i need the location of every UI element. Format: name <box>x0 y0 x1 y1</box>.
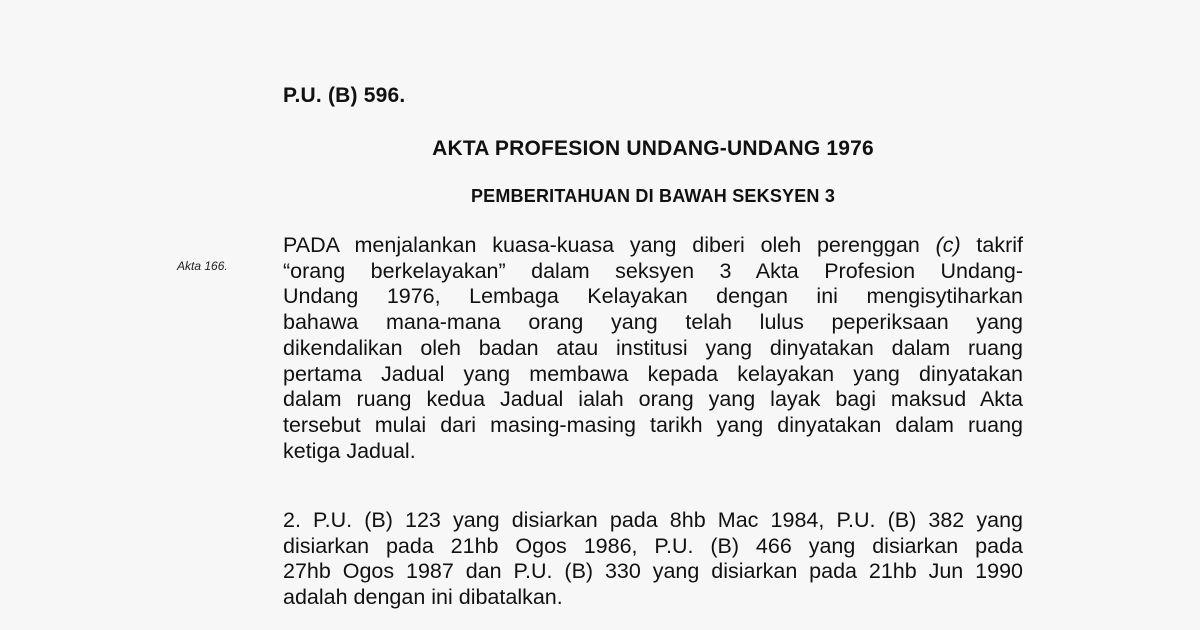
paragraph-1 <box>283 233 1023 464</box>
margin-note: Akta 166. <box>177 259 228 273</box>
paragraph-line: bahawa mana-mana orang yang telah lulus peperiksaan yang <box>283 310 1023 335</box>
document-subtitle: PEMBERITAHUAN DI BAWAH SEKSYEN 3 <box>470 186 836 206</box>
paragraph-text: takrif <box>960 233 1023 257</box>
paragraph-line: pertama Jadual yang membawa kepada kelayakan yang dinyatakan <box>283 361 1023 386</box>
paragraph-line: adalah dengan ini dibatalkan. <box>283 585 563 610</box>
paragraph-line: 2. P.U. (B) 123 yang disiarkan pada 8hb Mac 1984, P.U. (B) 382 yang <box>283 508 1023 532</box>
document-reference: P.U. (B) 596. <box>283 84 406 107</box>
paragraph-line: dalam ruang kedua Jadual ialah orang yang layak bagi maksud Akta <box>283 387 1023 412</box>
paragraph-line: 27hb Ogos 1987 dan P.U. (B) 330 yang disiarkan pada 21hb Jun 1990 <box>283 559 1023 584</box>
paragraph-line: ketiga Jadual. <box>283 438 416 463</box>
paragraph-2 <box>283 508 1023 611</box>
paragraph-line: tersebut mulai dari masing-masing tarikh yang dinyatakan dalam ruang <box>283 412 1023 437</box>
document-title: AKTA PROFESION UNDANG-UNDANG 1976 <box>432 137 874 160</box>
paragraph-text: PADA menjalankan kuasa-kuasa yang diberi oleh perenggan <box>283 233 936 257</box>
paragraph-line <box>283 233 1023 259</box>
paragraph-line: disiarkan pada 21hb Ogos 1986, P.U. (B) 466 yang disiarkan pada <box>283 533 1023 558</box>
paragraph-line: “orang berkelayakan” dalam seksyen 3 Akta Profesion Undang- <box>283 258 1023 283</box>
paragraph-line: Undang 1976, Lembaga Kelayakan dengan ini mengisytiharkan <box>283 284 1023 309</box>
paragraph-italic-text: (c) <box>935 233 961 257</box>
paragraph-line: dikendalikan oleh badan atau institusi yang dinyatakan dalam ruang <box>283 335 1023 360</box>
